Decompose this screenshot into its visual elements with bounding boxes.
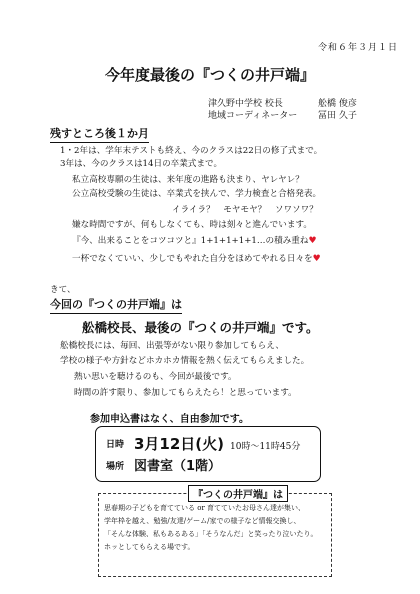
body-line — [72, 252, 321, 266]
body-line: 1・2年は、学年末テストも終え、今のクラスは22日の修了式まで。 — [60, 146, 323, 156]
description-line: ホッとしてもらえる場です。 — [104, 543, 195, 551]
coordinator-name: 冨田 久子 — [318, 111, 357, 121]
author-name: 舩橋 俊彦 — [318, 99, 357, 109]
description-tag: 『つくの井戸端』は — [188, 485, 288, 502]
issue-date: 令和６年３月１日 — [317, 43, 398, 53]
section-heading: 今回の『つくの井戸端』は — [50, 296, 182, 314]
event-place: 図書室（1階） — [134, 459, 222, 474]
section-heading: 残すところ後１か月 — [50, 125, 149, 143]
body-line: 学校の様子や方針などホカホカ情報を熱く伝えてもらえました。 — [60, 356, 310, 366]
author-role: 津久野中学校 校長 — [208, 99, 283, 109]
description-line: 「そんな体験、私もあるある」「そうなんだ」と笑ったり泣いたり。 — [104, 530, 318, 538]
coordinator-role: 地域コーディネーター — [208, 111, 298, 121]
event-time: 10時～11時45分 — [230, 442, 301, 452]
intro-text: きて、 — [50, 285, 76, 295]
description-line: 思春期の子どもを育てている or 育てていたお母さん達が集い、 — [104, 504, 306, 512]
body-line: 舩橋校長には、毎回、出張等がない限り参加してもらえ、 — [60, 341, 284, 351]
body-line: 公立高校受験の生徒は、卒業式を挟んで、学力検査と合格発表。 — [72, 189, 322, 199]
body-line: 3年は、今のクラスは14日の卒業式まで。 — [60, 159, 223, 169]
participation-note: 参加申込書はなく、自由参加です。 — [90, 414, 249, 425]
body-line: イライラ？ モヤモヤ？ ソワソワ？ — [172, 205, 318, 215]
body-line: 私立高校専願の生徒は、来年度の進路も決まり、ヤレヤレ？ — [72, 175, 304, 185]
body-line: 時間の許す限り、参加してもらえたら！と思っています。 — [74, 388, 297, 398]
heart-icon: ♥ — [308, 236, 317, 246]
event-date: 3月12日(火) — [134, 435, 225, 453]
date-label: 日時 — [106, 440, 125, 450]
heart-icon: ♥ — [312, 254, 321, 264]
description-line: 学年枠を越え、勉強/友達/ゲーム/家での様子など情報交換し、 — [104, 517, 301, 525]
highlight-text: 舩橋校長、最後の『つくの井戸端』です。 — [82, 320, 319, 335]
page-title: 今年度最後の『つくの井戸端』 — [104, 66, 315, 84]
body-line-text: 『今、出来ることをコツコツと』1+1+1+1+1…の積み重ね — [72, 236, 309, 246]
body-line: 熱い思いを聴けるのも、今回が最後です。 — [74, 372, 237, 382]
body-line-text: 一杯でなくていい、少しでもやれた自分をほめてやれる日々を — [72, 254, 313, 264]
body-line: 嫌な時間ですが、何もしなくても、時は刻々と進んでいます。 — [72, 220, 312, 230]
place-label: 場所 — [106, 462, 125, 472]
body-line — [72, 234, 317, 248]
